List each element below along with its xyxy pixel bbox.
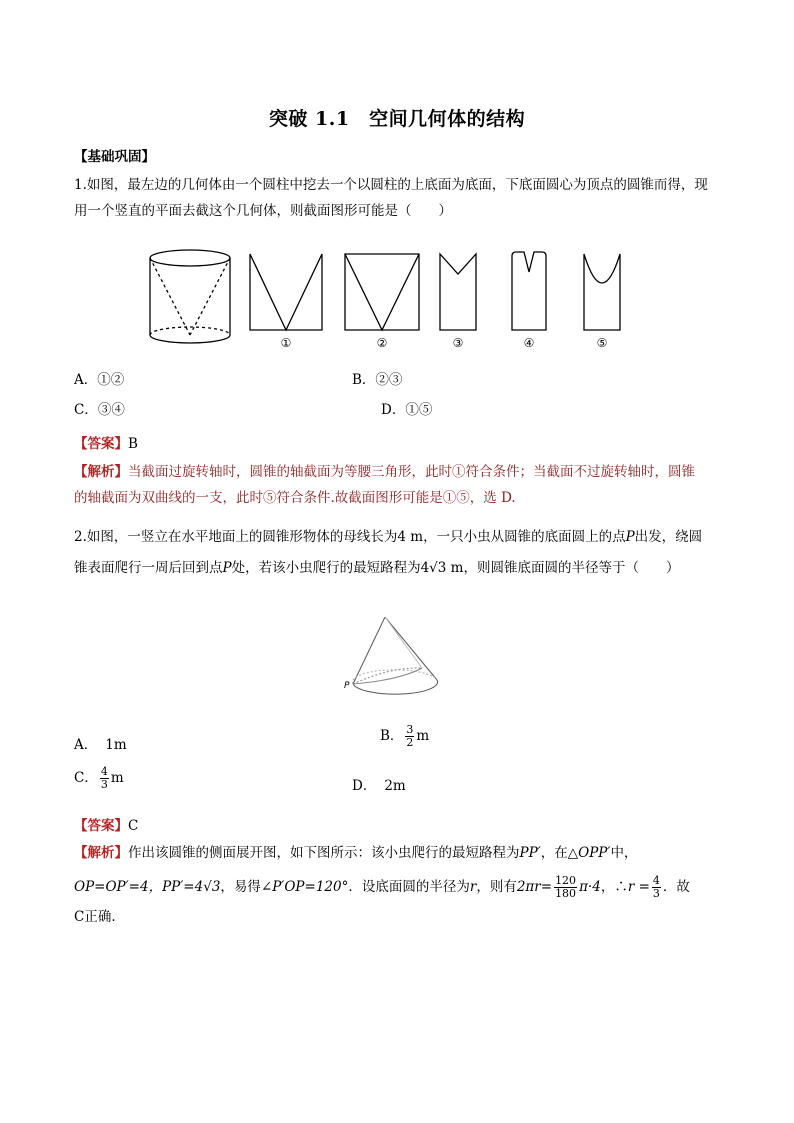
q1-line2: 用一个竖直的平面去截这个几何体，则截面图形可能是（ ）: [74, 203, 452, 219]
q2-option-d[interactable]: [352, 774, 406, 794]
q1-option-c[interactable]: C．③④: [74, 402, 125, 418]
q1-analysis-line1: 当截面过旋转轴时，圆锥的轴截面为等腰三角形，此时①符合条件；当截面不过旋转轴时，圆锥: [128, 464, 695, 480]
q1-option-a[interactable]: A．①②: [74, 372, 125, 388]
q1-option-d[interactable]: D．①⑤: [381, 402, 433, 418]
q2-option-b-label: B．: [380, 728, 404, 744]
figure-label-4: ④: [523, 336, 535, 350]
q2-line1: [74, 524, 726, 550]
figure-label-2: ②: [376, 336, 388, 350]
figure-label-1: ①: [280, 336, 292, 350]
q2-angle: ∠P′OP=120°: [260, 879, 349, 895]
q2-option-d-label: D．: [352, 778, 377, 794]
q2-text: [74, 524, 726, 581]
q1-line1: 1.如图，最左边的几何体由一个圆柱中挖去一个以圆柱的上底面为底面，下底面圆心为顶点的圆锥而得，现: [74, 177, 708, 193]
section-shape-3: [440, 254, 476, 330]
q2-option-b-fraction: $\frac{3}{2}$: [406, 723, 414, 749]
page-title: 突破 1.1 空间几何体的结构: [268, 108, 526, 130]
q2-option-a-value: 1m: [105, 737, 127, 753]
q2-pp: PP′: [519, 845, 541, 861]
cylinder-shape: [150, 250, 230, 343]
figure-label-5: ⑤: [596, 336, 608, 350]
q1-analysis-line2: 的轴截面为双曲线的一支，此时⑤符合条件.故截面图形可能是①⑤，选 D.: [74, 490, 516, 506]
q1-figure: [140, 240, 660, 355]
q2-answer-label: 【答案】: [74, 818, 128, 834]
q1-answer-value: B: [128, 436, 138, 452]
cone-figure: [340, 612, 445, 702]
q2-eq2-left: 2πr=: [516, 879, 553, 895]
q2-text-d: 锥表面爬行一周后回到点: [74, 560, 223, 576]
q2-option-d-value: 2m: [384, 778, 406, 794]
cone-point-label: P: [344, 681, 350, 691]
q2-eq3-left: r =: [627, 879, 650, 895]
q2-text-e: 处，若该小虫爬行的最短路程为: [231, 560, 421, 576]
q2-point-2: P: [222, 560, 232, 576]
q2-option-c-unit: m: [110, 770, 124, 786]
q2-analysis-label: 【解析】: [74, 845, 128, 861]
q2-analysis-line1: 【解析】作出该圆锥的侧面展开图，如下图所示：该小虫爬行的最短路程为PP′，在△OPP′中，: [74, 845, 638, 861]
q2-line2: [74, 555, 726, 581]
q1-option-b[interactable]: B．②③: [352, 372, 403, 388]
q1-answer-label: 【答案】: [74, 436, 128, 452]
q1-analysis: [74, 459, 726, 511]
q2-option-b[interactable]: [380, 724, 429, 749]
section-shape-4: [512, 252, 546, 330]
q2-eq2-right: π·4: [579, 879, 601, 895]
q2-eq1: OP=OP′=4，PP′=4√3: [74, 879, 221, 895]
q2-answer-value: C: [128, 818, 139, 834]
q2-point: P: [625, 529, 635, 545]
q2-analysis-line2: OP=OP′=4，PP′=4√3，易得∠P′OP=120°．设底面圆的半径为r，则有2πr= $\frac{120}{180}$ π·4，∴r = $\frac{4}{3}$ ．故: [74, 874, 690, 900]
q2-option-c[interactable]: [74, 766, 124, 791]
q2-option-c-label: C．: [74, 770, 98, 786]
q2-text-c: 出发，绕圆: [634, 529, 703, 545]
q2-answer: [74, 814, 138, 834]
q2-analysis: [74, 840, 726, 930]
q2-text-a: 2.如图，一竖立在水平地面上的圆锥形物体的母线长为: [74, 529, 398, 545]
q2-length: 4 m: [397, 529, 424, 545]
q1-text: [74, 172, 726, 224]
q2-option-a-label: A．: [74, 737, 98, 753]
section-shape-1: [250, 254, 322, 330]
figure-label-3: ③: [452, 336, 464, 350]
section-shape-5: [584, 254, 620, 330]
q1-answer: [74, 432, 138, 452]
q2-eq3-fraction: $\frac{4}{3}$: [652, 874, 660, 900]
q2-r: r: [469, 879, 477, 895]
q2-analysis-line3: C正确.: [74, 909, 116, 925]
q2-option-b-unit: m: [416, 728, 430, 744]
q2-text-b: ，一只小虫从圆锥的底面圆上的点: [423, 529, 626, 545]
q2-option-a[interactable]: [74, 733, 127, 753]
q2-eq2-fraction: $\frac{120}{180}$: [555, 874, 577, 900]
q1-analysis-label: 【解析】: [74, 464, 128, 480]
q2-option-c-fraction: $\frac{4}{3}$: [100, 765, 108, 791]
q2-path: 4√3 m: [420, 560, 464, 576]
q2-text-f: ，则圆锥底面圆的半径等于（ ）: [463, 560, 680, 576]
q2-opp: OPP′: [578, 845, 611, 861]
section-shape-2: [345, 254, 419, 330]
section-heading: 【基础巩固】: [74, 149, 155, 165]
